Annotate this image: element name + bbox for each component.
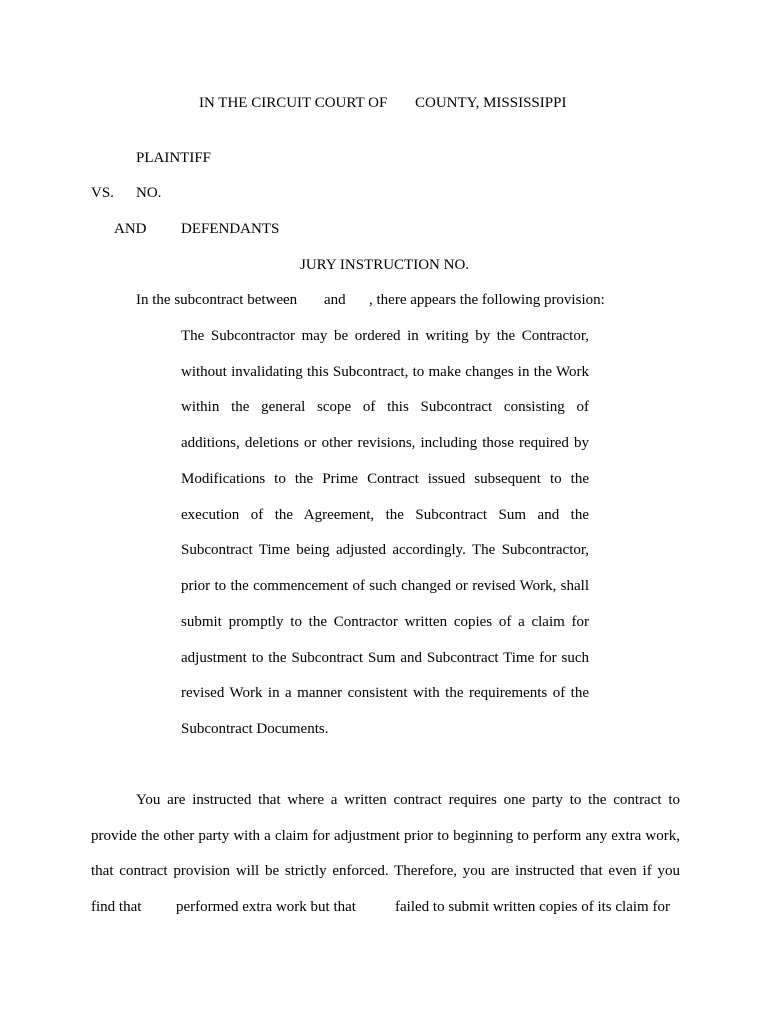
body-line-part-2: performed extra work but that (176, 899, 356, 915)
provision-line: The Subcontractor may be ordered in writing by the Contractor, (181, 328, 589, 344)
and-label: AND (114, 221, 147, 237)
provision-line: adjustment to the Subcontract Sum and Subcontract Time for such (181, 650, 589, 666)
body-line-part-1: find that (91, 899, 142, 915)
body-line: that contract provision will be strictly enforced. Therefore, you are instructed that even if you (91, 863, 680, 879)
body-line: You are instructed that where a written contract requires one party to the contract to (136, 792, 680, 808)
provision-line: additions, deletions or other revisions, including those required by (181, 435, 589, 451)
court-name-suffix: COUNTY, MISSISSIPPI (415, 95, 567, 111)
provision-line: Subcontract Documents. (181, 721, 329, 737)
provision-line: Subcontract Time being adjusted accordingly. The Subcontractor, (181, 542, 589, 558)
provision-line: prior to the commencement of such changed or revised Work, shall (181, 578, 589, 594)
provision-line: submit promptly to the Contractor written copies of a claim for (181, 614, 589, 630)
intro-text-2: and (324, 292, 346, 308)
intro-text-1: In the subcontract between (136, 292, 298, 308)
provision-line: execution of the Agreement, the Subcontract Sum and the (181, 507, 589, 523)
defendants-label: DEFENDANTS (181, 221, 280, 237)
versus-label: VS. (91, 185, 114, 201)
provision-line: revised Work in a manner consistent with the requirements of the (181, 685, 589, 701)
case-number-label: NO. (136, 185, 162, 201)
intro-text-3: , there appears the following provision: (369, 292, 605, 308)
provision-line: without invalidating this Subcontract, to make changes in the Work (181, 364, 589, 380)
provision-line: within the general scope of this Subcontract consisting of (181, 399, 589, 415)
provision-line: Modifications to the Prime Contract issued subsequent to the (181, 471, 589, 487)
body-line-part-3: failed to submit written copies of its claim for (395, 899, 670, 915)
court-name-prefix: IN THE CIRCUIT COURT OF (199, 95, 388, 111)
instruction-title: JURY INSTRUCTION NO. (300, 257, 470, 273)
body-line: provide the other party with a claim for adjustment prior to beginning to perform any extra work, (91, 828, 680, 844)
plaintiff-label: PLAINTIFF (136, 150, 212, 166)
